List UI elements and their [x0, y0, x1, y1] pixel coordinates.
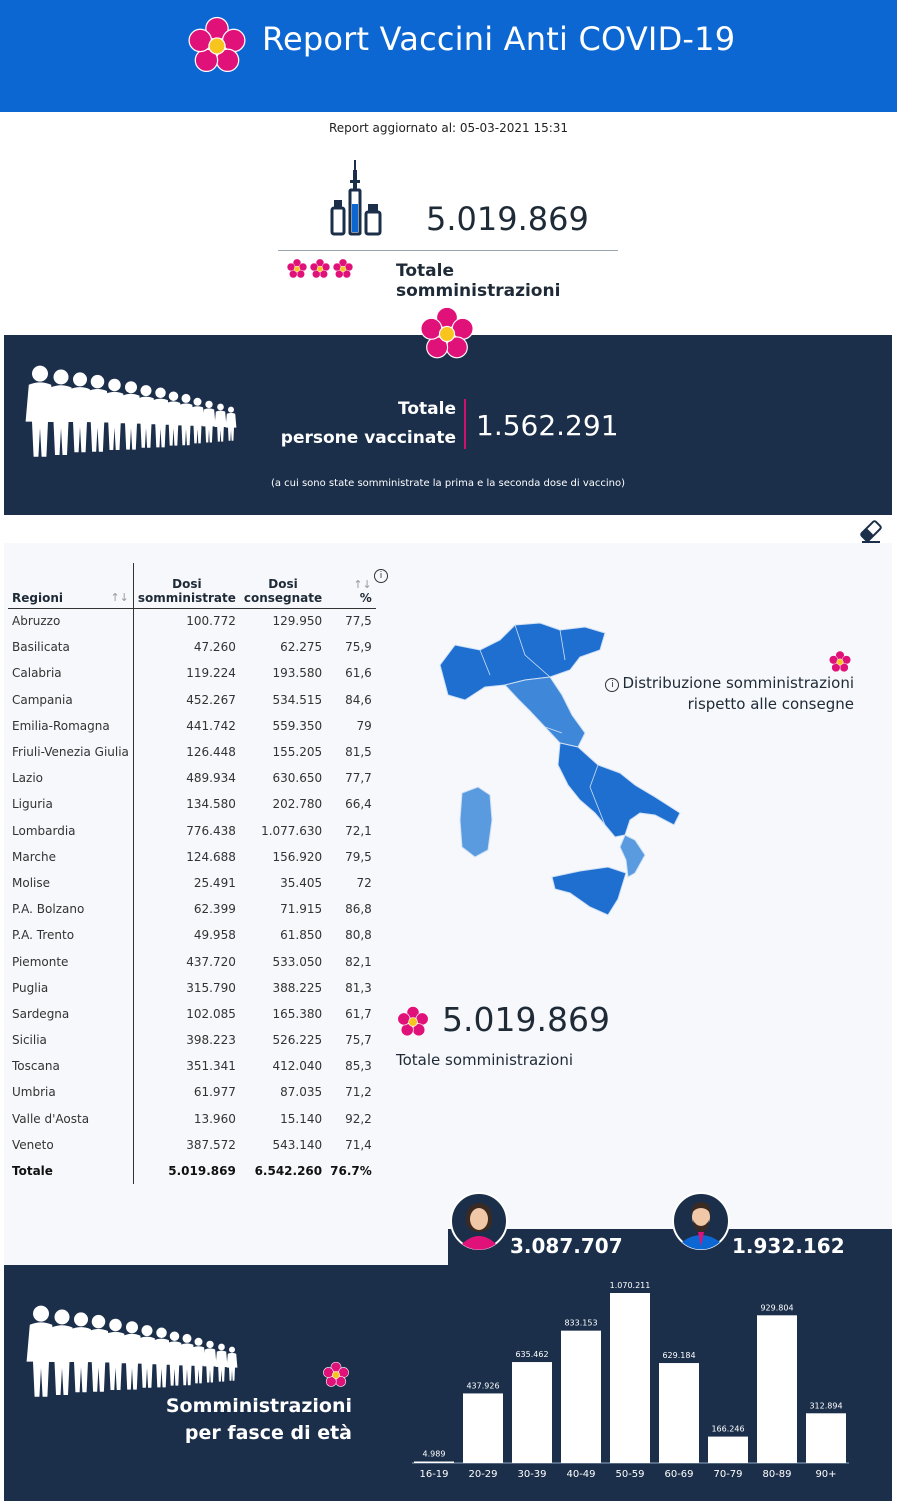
data-label: 437.926: [466, 1381, 500, 1391]
regions-table: [8, 563, 376, 1184]
percent-cell: 75,9: [345, 640, 372, 655]
flower-icon: [322, 1361, 350, 1389]
region-cell: Umbria: [8, 1079, 133, 1105]
delivered-cell: 388.225: [272, 980, 323, 995]
table-row: [8, 975, 376, 1001]
flower-icon: [396, 1005, 430, 1039]
percent-cell: 82,1: [345, 954, 372, 969]
total-administrations-value: 5.019.869: [426, 200, 589, 238]
percent-cell: 84,6: [345, 692, 372, 707]
table-row: [8, 608, 376, 634]
table-row: [8, 818, 376, 844]
crowd-icon: [24, 347, 244, 472]
administered-cell: 437.720: [186, 954, 236, 969]
female-avatar-icon: [450, 1192, 508, 1250]
column-header-delivered-line2: consegnate: [243, 590, 323, 605]
x-tick-label: 20-29: [468, 1469, 498, 1480]
map-region-sicily: [552, 867, 626, 915]
administered-cell: 452.267: [186, 692, 236, 707]
percent-cell: 79,5: [345, 849, 372, 864]
age-chart-title: [134, 1393, 352, 1447]
percent-cell: 75,7: [345, 1033, 372, 1048]
percent-cell: 61,6: [345, 666, 372, 681]
page-title: Report Vaccini Anti COVID-19: [262, 20, 736, 58]
bar-16-19[interactable]: [414, 1462, 454, 1464]
delivered-cell: 15.140: [280, 1111, 323, 1126]
x-tick-label: 40-49: [566, 1469, 596, 1480]
percent-cell: 66,4: [345, 797, 372, 812]
map-region-calabria: [620, 835, 645, 877]
sort-icon[interactable]: ↑↓: [353, 577, 372, 591]
vaccinated-value: 1.562.291: [476, 409, 619, 442]
percent-cell: 77,5: [345, 614, 372, 629]
region-cell: Sicilia: [8, 1027, 133, 1053]
region-cell: Totale: [8, 1158, 133, 1184]
administered-cell: 100.772: [186, 614, 236, 629]
region-cell: Piemonte: [8, 948, 133, 974]
x-tick-label: 50-59: [615, 1469, 645, 1480]
delivered-cell: 543.140: [272, 1137, 323, 1152]
table-row: [8, 687, 376, 713]
percent-cell: 77,7: [345, 771, 372, 786]
table-row: [8, 791, 376, 817]
region-cell: P.A. Trento: [8, 922, 133, 948]
administered-cell: 25.491: [193, 875, 236, 890]
bar-50-59[interactable]: [610, 1293, 650, 1463]
delivered-cell: 533.050: [272, 954, 323, 969]
info-icon[interactable]: i: [605, 678, 619, 692]
table-row: [8, 1027, 376, 1053]
bar-90+[interactable]: [806, 1413, 846, 1463]
x-tick-label: 30-39: [517, 1469, 547, 1480]
bottom-total-label: Totale somministrazioni: [396, 1051, 574, 1069]
region-cell: Sardegna: [8, 1001, 133, 1027]
bar-20-29[interactable]: [463, 1393, 503, 1463]
data-label: 312.894: [809, 1401, 843, 1411]
vaccinated-label-line1: Totale: [398, 399, 456, 419]
total-administrations-label: Totale somministrazioni: [396, 261, 561, 301]
delivered-cell: 1.077.630: [261, 823, 323, 838]
administered-cell: 441.742: [186, 718, 236, 733]
age-title-line1: Somministrazioni: [165, 1395, 352, 1417]
data-label: 166.246: [711, 1424, 745, 1434]
administered-cell: 124.688: [186, 849, 236, 864]
percent-cell: 81,3: [345, 980, 372, 995]
table-row: [8, 1132, 376, 1158]
map-info-line2: rispetto alle consegne: [687, 695, 854, 713]
data-label: 4.989: [422, 1449, 446, 1459]
last-updated: Report aggiornato al: 05-03-2021 15:31: [328, 121, 569, 135]
administered-cell: 134.580: [186, 797, 236, 812]
vaccinated-label: [254, 395, 456, 453]
administered-cell: 119.224: [186, 666, 236, 681]
region-cell: P.A. Bolzano: [8, 896, 133, 922]
regions-table-body: [8, 608, 376, 1184]
administered-cell: 5.019.869: [168, 1164, 236, 1179]
table-row: [8, 765, 376, 791]
female-count: 3.087.707: [510, 1234, 623, 1258]
table-row: [8, 1079, 376, 1105]
column-header-percent-label: %: [359, 590, 372, 605]
column-header-administered-line2: somministrate: [137, 590, 236, 605]
table-row: [8, 660, 376, 686]
male-count: 1.932.162: [732, 1234, 845, 1258]
delivered-cell: 6.542.260: [254, 1164, 323, 1179]
administered-cell: 13.960: [193, 1111, 236, 1126]
column-header-delivered-line1: Dosi: [268, 576, 298, 591]
delivered-cell: 202.780: [272, 797, 323, 812]
bar-80-89[interactable]: [757, 1315, 797, 1463]
flower-icon: [418, 305, 476, 363]
administered-cell: 398.223: [186, 1033, 236, 1048]
region-cell: Puglia: [8, 975, 133, 1001]
table-row: [8, 739, 376, 765]
column-header-administered[interactable]: [133, 563, 239, 608]
percent-cell: 92,2: [345, 1111, 372, 1126]
delivered-cell: 71.915: [280, 902, 323, 917]
table-header-row: [8, 563, 376, 608]
percent-cell: 79: [356, 718, 372, 733]
delivered-cell: 156.920: [272, 849, 323, 864]
data-label: 629.184: [662, 1351, 696, 1361]
delivered-cell: 129.950: [272, 614, 323, 629]
region-cell: Abruzzo: [8, 608, 133, 634]
sort-icon[interactable]: ↑↓: [110, 590, 129, 604]
table-row: [8, 896, 376, 922]
delivered-cell: 155.205: [272, 745, 323, 760]
column-header-region-label: Regioni: [12, 590, 63, 605]
italy-map[interactable]: [430, 615, 690, 925]
map-region-sardinia: [460, 787, 492, 857]
male-avatar-icon: [672, 1192, 730, 1250]
region-cell: Liguria: [8, 791, 133, 817]
administered-cell: 61.977: [193, 1085, 236, 1100]
table-row: [8, 870, 376, 896]
administered-cell: 315.790: [186, 980, 236, 995]
table-row: [8, 634, 376, 660]
administered-cell: 126.448: [186, 745, 236, 760]
table-row: [8, 948, 376, 974]
percent-cell: 80,8: [345, 928, 372, 943]
administered-cell: 776.438: [186, 823, 236, 838]
table-row: [8, 1106, 376, 1132]
delivered-cell: 559.350: [272, 718, 323, 733]
eraser-icon[interactable]: [858, 518, 884, 544]
vaccinated-note: (a cui sono state somministrate la prima e la seconda dose di vaccino): [270, 478, 626, 489]
administered-cell: 489.934: [186, 771, 236, 786]
administered-cell: 47.260: [193, 640, 236, 655]
region-cell: Toscana: [8, 1053, 133, 1079]
region-cell: Lazio: [8, 765, 133, 791]
region-cell: Molise: [8, 870, 133, 896]
delivered-cell: 193.580: [272, 666, 323, 681]
map-region-center: [505, 677, 585, 747]
table-row: [8, 1053, 376, 1079]
column-header-administered-line1: Dosi: [172, 576, 202, 591]
delivered-cell: 526.225: [272, 1033, 323, 1048]
table-row: [8, 844, 376, 870]
percent-cell: 71,2: [345, 1085, 372, 1100]
region-cell: Marche: [8, 844, 133, 870]
x-tick-label: 16-19: [419, 1469, 449, 1480]
administered-cell: 49.958: [193, 928, 236, 943]
x-tick-label: 70-79: [713, 1469, 743, 1480]
column-header-region[interactable]: [8, 563, 133, 608]
bottom-total-value: 5.019.869: [442, 1000, 610, 1039]
map-info-text: [600, 673, 854, 715]
bottom-total-card: [396, 1000, 656, 1080]
map-region-south: [558, 743, 680, 837]
region-cell: Basilicata: [8, 634, 133, 660]
table-row: [8, 1001, 376, 1027]
x-tick-label: 90+: [815, 1469, 837, 1480]
bar-40-49[interactable]: [561, 1331, 601, 1463]
table-row: [8, 713, 376, 739]
accent-divider: [464, 399, 466, 449]
percent-cell: 76.7%: [330, 1164, 372, 1179]
data-label: 929.804: [760, 1303, 794, 1313]
delivered-cell: 62.275: [280, 640, 323, 655]
administered-cell: 351.341: [186, 1059, 236, 1074]
vials-icon: [328, 160, 384, 238]
region-cell: Emilia-Romagna: [8, 713, 133, 739]
bar-60-69[interactable]: [659, 1363, 699, 1463]
region-cell: Calabria: [8, 660, 133, 686]
region-cell: Friuli-Venezia Giulia: [8, 739, 133, 765]
delivered-cell: 630.650: [272, 771, 323, 786]
percent-cell: 72,1: [345, 823, 372, 838]
percent-cell: 61,7: [345, 1006, 372, 1021]
percent-cell: 86,8: [345, 902, 372, 917]
total-administrations-card: [278, 160, 618, 301]
delivered-cell: 412.040: [272, 1059, 323, 1074]
percent-cell: 81,5: [345, 745, 372, 760]
delivered-cell: 165.380: [272, 1006, 323, 1021]
table-total-row: [8, 1158, 376, 1184]
delivered-cell: 534.515: [272, 692, 323, 707]
bar-30-39[interactable]: [512, 1362, 552, 1463]
region-cell: Valle d'Aosta: [8, 1106, 133, 1132]
region-cell: Lombardia: [8, 818, 133, 844]
delivered-cell: 87.035: [280, 1085, 323, 1100]
flower-icon: [286, 258, 356, 280]
table-row: [8, 922, 376, 948]
page-header: [0, 0, 897, 112]
x-tick-label: 60-69: [664, 1469, 694, 1480]
data-label: 1.070.211: [609, 1281, 651, 1290]
administered-cell: 62.399: [193, 902, 236, 917]
column-header-delivered[interactable]: [240, 563, 326, 608]
info-icon[interactable]: i: [374, 569, 388, 583]
age-title-line2: per fasce di età: [184, 1422, 352, 1444]
delivered-cell: 35.405: [280, 875, 323, 890]
region-cell: Veneto: [8, 1132, 133, 1158]
region-cell: Campania: [8, 687, 133, 713]
divider: [278, 250, 618, 251]
column-header-percent[interactable]: [326, 563, 376, 608]
x-tick-label: 80-89: [762, 1469, 792, 1480]
data-label: 833.153: [564, 1318, 598, 1328]
administered-cell: 102.085: [186, 1006, 236, 1021]
delivered-cell: 61.850: [280, 928, 323, 943]
map-info-line1: Distribuzione somministrazioni: [622, 674, 854, 692]
percent-cell: 71,4: [345, 1137, 372, 1152]
percent-cell: 85,3: [345, 1059, 372, 1074]
administered-cell: 387.572: [186, 1137, 236, 1152]
vaccinated-label-line2: persone vaccinate: [280, 428, 456, 448]
flower-icon: [828, 650, 852, 674]
age-bar-chart: [400, 1265, 880, 1501]
bar-70-79[interactable]: [708, 1437, 748, 1463]
data-label: 635.462: [515, 1350, 549, 1360]
flower-icon: [186, 15, 248, 77]
percent-cell: 72: [356, 875, 372, 890]
